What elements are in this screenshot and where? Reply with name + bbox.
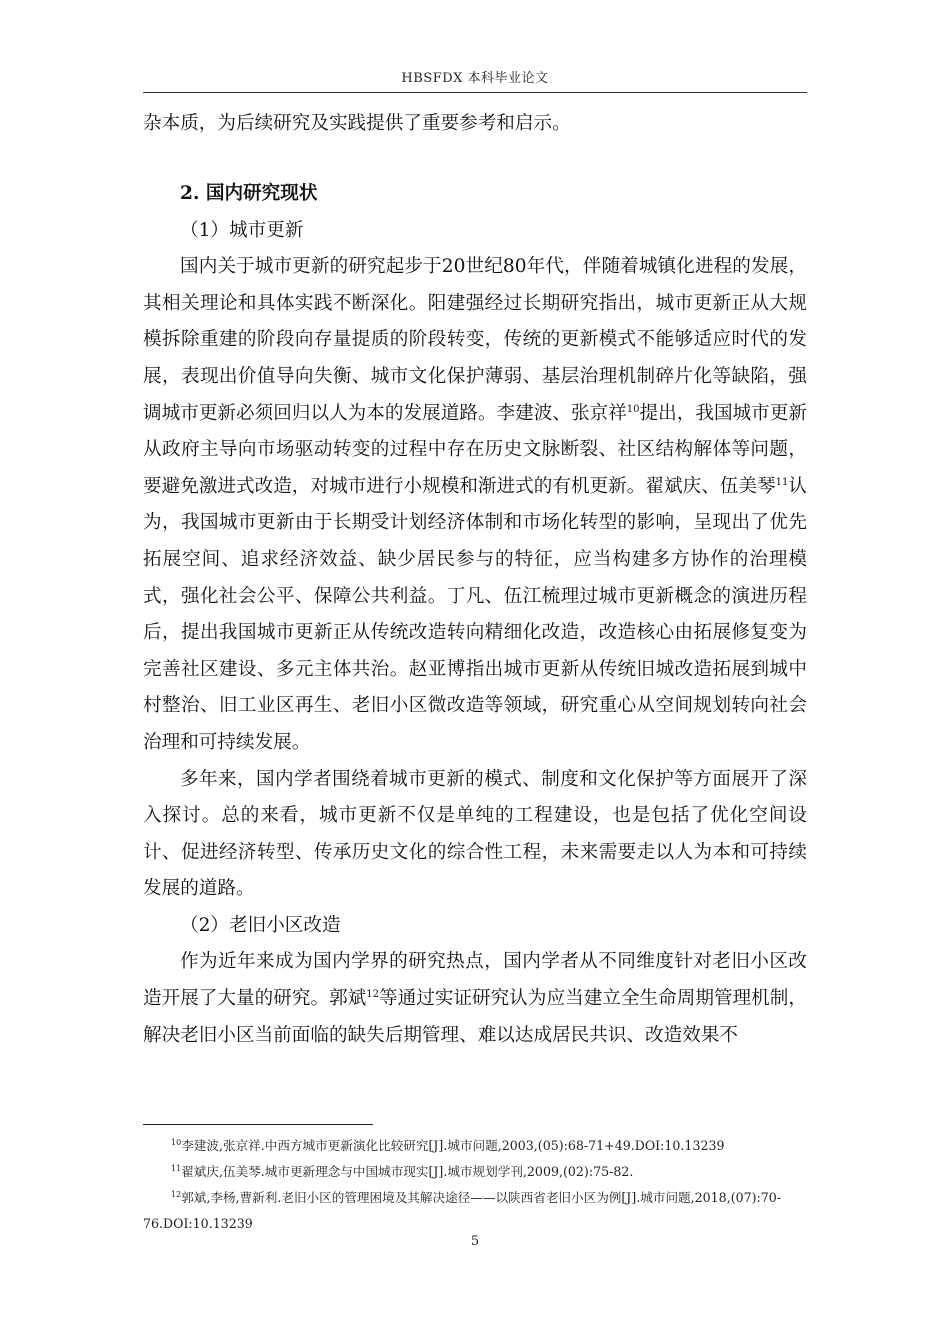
footnote-text: 郭斌,李杨,曹新利.老旧小区的管理困境及其解决途径——以陕西省老旧小区为例[J].城市问题,2018,(07):70-76.DOI:10.13239 — [143, 1190, 782, 1231]
paragraph-text: 作为近年来成为国内学界的研究热点，国内学者从不同维度针对老旧小区改造开展了大量的研究。郭斌 — [143, 951, 807, 1010]
footnote-separator — [143, 1124, 373, 1125]
footnote-11 — [143, 1159, 807, 1185]
body-text-main — [143, 176, 807, 1054]
paragraph-summary: 多年来，国内学者围绕着城市更新的模式、制度和文化保护等方面展开了深入探讨。总的来看，城市更新不仅是单纯的工程建设，也是包括了优化空间设计、促进经济转型、传承历史文化的综合性工程，未来需要走以人为本和可持续发展的道路。 — [143, 768, 807, 900]
paragraph-text: 国内关于城市更新的研究起步于20世纪80年代，伴随着城镇化进程的发展，其相关理论和具体实践不断深化。阳建强经过长期研究指出，城市更新正从大规模拆除重建的阶段向存量提质的阶段转变，传统的更新模式不能够适应时代的发展，表现出价值导向失衡、城市文化保护薄弱、基层治理机制碎片化等缺陷，强调城市更新必须回归以人为本的发展道路。李建波、张京祥 — [143, 256, 807, 424]
footnote-text: 李建波,张京祥.中西方城市更新演化比较研究[J].城市问题,2003,(05):68-71+49.DOI:10.13239 — [181, 1138, 725, 1153]
footnote-mark: 11 — [171, 1163, 182, 1173]
footnote-ref-12[interactable]: 12 — [366, 988, 380, 1000]
body-text — [143, 106, 807, 143]
continuation-paragraph: 杂本质，为后续研究及实践提供了重要参考和启示。 — [143, 113, 571, 134]
footnotes — [143, 1133, 807, 1237]
subsection-heading-old-community: （2）老旧小区改造 — [180, 914, 341, 936]
subsection-heading-urban-renewal: （1）城市更新 — [180, 219, 304, 241]
footnote-text: 翟斌庆,伍美琴.城市更新理念与中国城市现实[J].城市规划学刊,2009,(02):75-82. — [181, 1164, 634, 1179]
footnote-12 — [143, 1185, 807, 1237]
footnote-10 — [143, 1133, 807, 1159]
section-heading: 2. 国内研究现状 — [180, 183, 318, 204]
paragraph-text: 认为，我国城市更新由于长期受计划经济体制和市场化转型的影响，呈现出了优先拓展空间、追求经济效益、缺少居民参与的特征，应当构建多方协作的治理模式，强化社会公平、保障公共利益。丁凡、伍江梳理过城市更新概念的演进历程后，提出我国城市更新正从传统改造转向精细化改造，改造核心由拓展修复变为完善社区建设、多元主体共治。赵亚博指出城市更新从传统旧城改造拓展到城中村整治、旧工业区再生、老旧小区微改造等领域，研究重心从空间规划转向社会治理和可持续发展。 — [143, 475, 807, 753]
footnote-ref-11[interactable]: 11 — [775, 476, 789, 488]
running-header: HBSFDX 本科毕业论文 — [401, 71, 549, 86]
footnote-mark: 10 — [171, 1137, 182, 1147]
paragraph-text: 等通过实证研究认为应当建立全生命周期管理机制，解决老旧小区当前面临的缺失后期管理、难以达成居民共识、改造效果不 — [143, 988, 807, 1046]
paragraph-text: 提出，我国城市更新从政府主导向市场驱动转变的过程中存在历史文脉断裂、社区结构解体等问题，要避免激进式改造，对城市进行小规模和渐进式的有机更新。翟斌庆、伍美琴 — [143, 402, 807, 497]
header-rule — [143, 92, 807, 93]
footnote-mark: 12 — [171, 1189, 182, 1199]
footnote-ref-10[interactable]: 10 — [626, 403, 640, 415]
page-number: 5 — [470, 1234, 480, 1249]
paragraph-old-community — [143, 944, 807, 1054]
paragraph-urban-renewal — [143, 249, 807, 761]
